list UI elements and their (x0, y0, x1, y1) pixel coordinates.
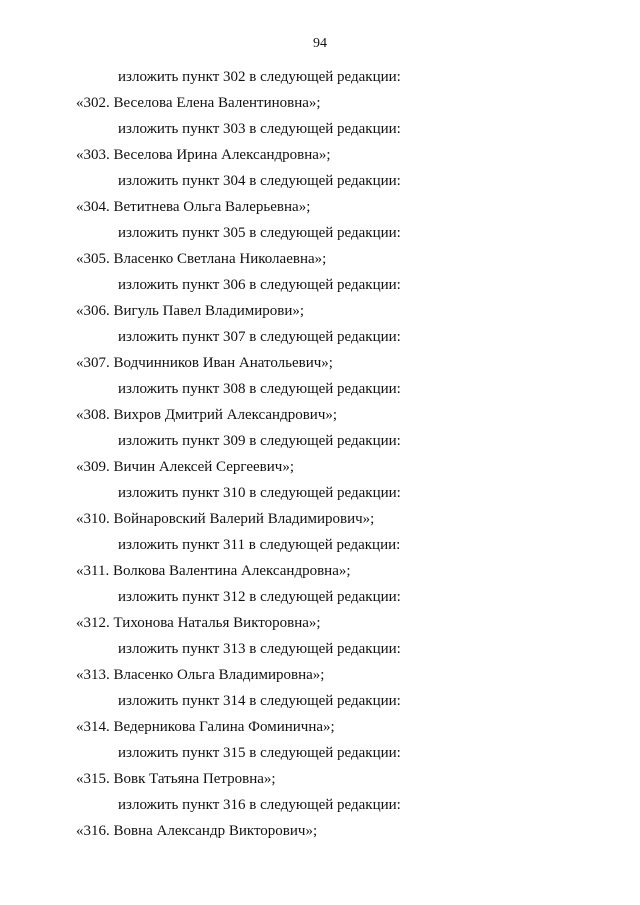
instruction-line: изложить пункт 315 в следующей редакции: (118, 745, 401, 761)
page-number: 94 (313, 36, 327, 51)
entry-line: «307. Водчинников Иван Анатольевич»; (76, 355, 333, 371)
instruction-line: изложить пункт 310 в следующей редакции: (118, 485, 401, 501)
entry-line: «314. Ведерникова Галина Фоминична»; (76, 719, 335, 735)
instruction-line: изложить пункт 314 в следующей редакции: (118, 693, 401, 709)
entry-line: «308. Вихров Дмитрий Александрович»; (76, 407, 338, 423)
instruction-line: изложить пункт 304 в следующей редакции: (118, 173, 401, 189)
entry-line: «311. Волкова Валентина Александровна»; (76, 563, 351, 579)
entry-line: «315. Вовк Татьяна Петровна»; (76, 771, 276, 787)
entry-line: «316. Вовна Александр Викторович»; (76, 823, 318, 839)
entry-line: «303. Веселова Ирина Александровна»; (76, 147, 331, 163)
document-body (0, 64, 640, 844)
instruction-line: изложить пункт 305 в следующей редакции: (118, 225, 401, 241)
entry-line: «302. Веселова Елена Валентиновна»; (76, 95, 321, 111)
entry-line: «310. Войнаровский Валерий Владимирович»; (76, 511, 375, 527)
instruction-line: изложить пункт 308 в следующей редакции: (118, 381, 401, 397)
instruction-line: изложить пункт 309 в следующей редакции: (118, 433, 401, 449)
entry-line: «306. Вигуль Павел Владимирови»; (76, 303, 305, 319)
entry-line: «304. Ветитнева Ольга Валерьевна»; (76, 199, 311, 215)
instruction-line: изложить пункт 312 в следующей редакции: (118, 589, 401, 605)
instruction-line: изложить пункт 306 в следующей редакции: (118, 277, 401, 293)
instruction-line: изложить пункт 313 в следующей редакции: (118, 641, 401, 657)
instruction-line: изложить пункт 307 в следующей редакции: (118, 329, 401, 345)
instruction-line: изложить пункт 302 в следующей редакции: (118, 69, 401, 85)
instruction-line: изложить пункт 311 в следующей редакции: (118, 537, 401, 553)
instruction-line: изложить пункт 303 в следующей редакции: (118, 121, 401, 137)
entry-line: «313. Власенко Ольга Владимировна»; (76, 667, 325, 683)
entry-line: «312. Тихонова Наталья Викторовна»; (76, 615, 321, 631)
entry-line: «309. Вичин Алексей Сергеевич»; (76, 459, 294, 475)
entry-line: «305. Власенко Светлана Николаевна»; (76, 251, 327, 267)
instruction-line: изложить пункт 316 в следующей редакции: (118, 797, 401, 813)
